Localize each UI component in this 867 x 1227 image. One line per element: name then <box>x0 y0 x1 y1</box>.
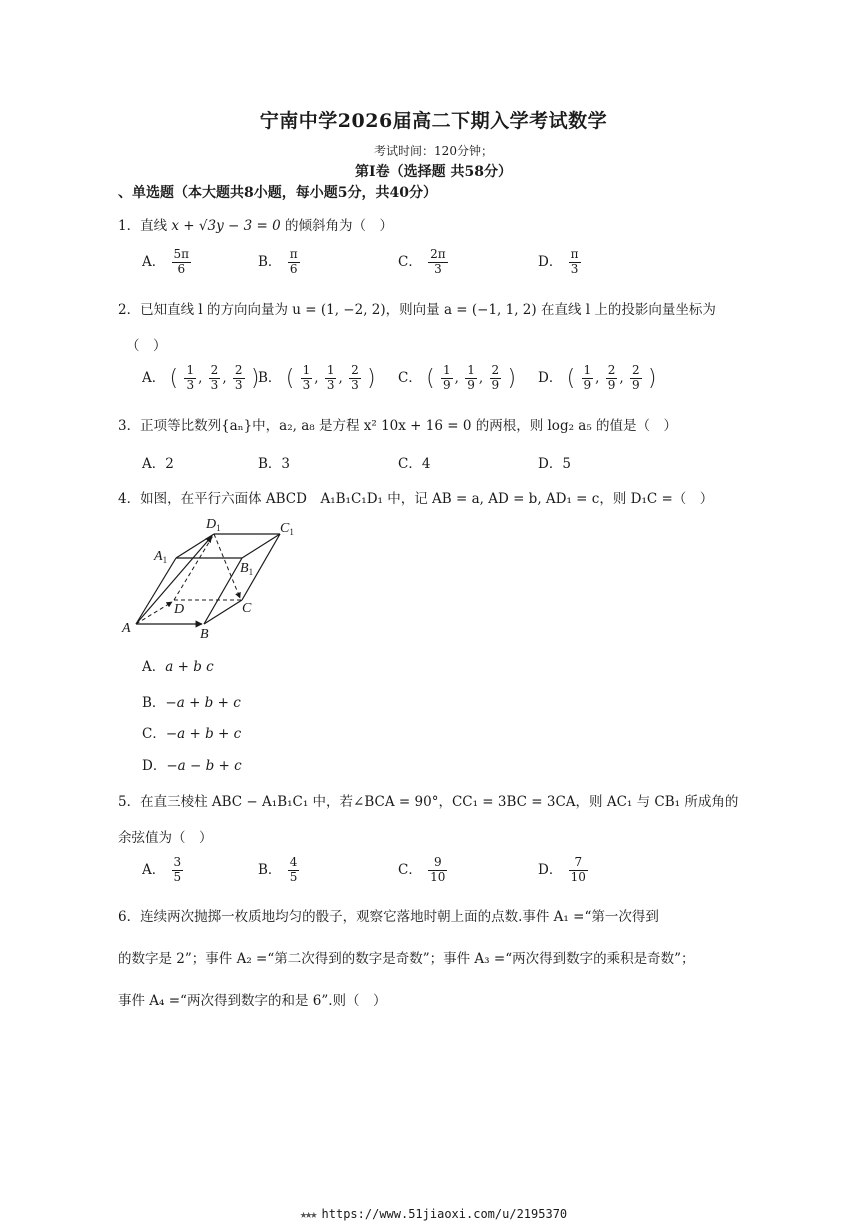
edge-B1C1 <box>242 534 280 558</box>
q5-option-d[interactable]: D． $\frac{7}{10}$ <box>538 855 586 884</box>
q4-option-b[interactable]: B．−a + b + c <box>142 695 241 711</box>
question-6-line3: 事件 A₄ =“两次得到数字的和是 6”.则（ ） <box>118 993 387 1009</box>
fraction: $\frac{\pi}{6}$ <box>289 247 298 276</box>
fraction: $\frac{1}{9}$ <box>443 363 451 392</box>
q4-option-d[interactable]: D．−a − b + c <box>142 758 242 774</box>
fraction: $\frac{4}{5}$ <box>289 855 298 884</box>
fraction: $\frac{1}{3}$ <box>186 363 195 392</box>
edge-BC <box>204 600 242 624</box>
label-B: B <box>200 627 209 642</box>
edge-AA1 <box>136 558 176 624</box>
fraction: $\frac{1}{3}$ <box>326 363 335 392</box>
label-D: D <box>174 602 185 617</box>
q5-option-c[interactable]: C． $\frac{9}{10}$ <box>398 855 446 884</box>
exam-time: 考试时间：120分钟； <box>374 144 493 158</box>
q3-option-c[interactable]: C．4 <box>398 456 431 472</box>
q1-option-a[interactable]: A． $\frac{5\pi}{6}$ <box>142 247 190 276</box>
footer-url[interactable]: https://www.51jiaoxi.com/u/2195370 <box>321 1207 568 1221</box>
q1-option-c[interactable]: C． $\frac{2\pi}{3}$ <box>398 247 446 276</box>
fraction: $\frac{2}{9}$ <box>491 363 500 392</box>
footer-stars: ★★★ <box>299 1207 316 1221</box>
edge-AD <box>136 602 172 624</box>
q2-option-b[interactable]: B． ( $\frac{1}{3}$ , $\frac{1}{3}$ , $\frac{2}{3}$ ) <box>258 363 376 392</box>
q1-option-b[interactable]: B． $\frac{\pi}{6}$ <box>258 247 298 276</box>
fraction: $\frac{2}{9}$ <box>607 363 616 392</box>
question-3: 3．正项等比数列{aₙ}中，a₂, a₈ 是方程 x² 10x + 16 = 0 的两根，则 log₂ a₅ 的值是（ ） <box>118 418 678 434</box>
fraction: $\frac{9}{10}$ <box>430 855 446 884</box>
q2-option-a[interactable]: A． ( $\frac{1}{3}$ , $\frac{2}{3}$ , $\frac{2}{3}$ ) <box>142 363 260 392</box>
fraction: $\frac{1}{9}$ <box>467 363 475 392</box>
q5-option-b[interactable]: B． $\frac{4}{5}$ <box>258 855 298 884</box>
question-5: 5．在直三棱柱 ABC − A₁B₁C₁ 中，若∠BCA = 90°，CC₁ = 3BC = 3CA，则 AC₁ 与 CB₁ 所成角的 <box>118 794 739 810</box>
fraction: $\frac{5\pi}{6}$ <box>173 247 190 276</box>
question-5-line2: 余弦值为（ ） <box>118 830 213 846</box>
q2-option-c[interactable]: C． ( $\frac{1}{9}$ , $\frac{1}{9}$ , $\frac{2}{9}$ ) <box>398 363 517 392</box>
q1-expression: x + √3y − 3 = 0 <box>171 218 281 234</box>
question-4: 4．如图，在平行六面体 ABCD A₁B₁C₁D₁ 中，记 AB = a, AD = b, AD₁ = c，则 D₁C =（ ） <box>118 491 714 507</box>
fraction: $\frac{7}{10}$ <box>570 855 586 884</box>
exam-title: 宁南中学2026届高二下期入学考试数学 <box>259 110 608 132</box>
q5-option-a[interactable]: A． $\frac{3}{5}$ <box>142 855 182 884</box>
fraction: $\frac{2}{3}$ <box>210 363 219 392</box>
edge-A1D1 <box>176 534 214 558</box>
footer <box>0 1207 867 1221</box>
edge-BB1 <box>204 558 242 624</box>
label-B1: $B_1$ <box>240 561 254 577</box>
part-heading: 第Ⅰ卷（选择题 共58分） <box>355 164 512 180</box>
q4-option-a[interactable]: A．a + b c <box>142 659 214 675</box>
label-D1: $D_1$ <box>206 517 221 533</box>
question-1: 1．直线 x + √3y − 3 = 0 的倾斜角为（ ） <box>118 218 393 234</box>
label-C: C <box>242 601 252 616</box>
q1-option-d[interactable]: D． $\frac{\pi}{3}$ <box>538 247 579 276</box>
fraction: $\frac{2}{3}$ <box>351 363 359 392</box>
section-heading: 、单选题（本大题共8小题，每小题5分，共40分） <box>118 185 437 201</box>
fraction: $\frac{\pi}{3}$ <box>570 247 579 276</box>
fraction: $\frac{1}{9}$ <box>583 363 592 392</box>
q2-paren: （ ） <box>126 338 167 354</box>
parallelepiped-figure <box>120 512 310 642</box>
question-6: 6．连续两次抛掷一枚质地均匀的骰子，观察它落地时朝上面的点数.事件 A₁ =“第一次得到 <box>118 909 659 925</box>
q4-option-c[interactable]: C．−a + b + c <box>142 726 242 742</box>
edge-DD1 <box>174 534 214 600</box>
q2-option-d[interactable]: D． ( $\frac{1}{9}$ , $\frac{2}{9}$ , $\frac{2}{9}$ ) <box>538 363 657 392</box>
question-2: 2．已知直线 l 的方向向量为 u = (1, −2, 2)，则向量 a = (−1, 1, 2) 在直线 l 上的投影向量坐标为 <box>118 302 716 318</box>
label-A1: $A_1$ <box>154 549 168 565</box>
vector-D1C <box>214 534 240 598</box>
fraction: $\frac{1}{3}$ <box>302 363 311 392</box>
fraction: $\frac{2}{9}$ <box>631 363 640 392</box>
fraction: $\frac{2}{3}$ <box>234 363 243 392</box>
label-A: A <box>122 621 131 636</box>
q3-option-a[interactable]: A．2 <box>142 456 174 472</box>
q3-option-d[interactable]: D．5 <box>538 456 571 472</box>
fraction: $\frac{2\pi}{3}$ <box>430 247 446 276</box>
question-6-line2: 的数字是 2”；事件 A₂ =“第二次得到的数字是奇数”；事件 A₃ =“两次得到数字的乘积是奇数”； <box>118 951 695 967</box>
fraction: $\frac{3}{5}$ <box>173 855 182 884</box>
q3-option-b[interactable]: B．3 <box>258 456 291 472</box>
label-C1: $C_1$ <box>280 521 294 537</box>
